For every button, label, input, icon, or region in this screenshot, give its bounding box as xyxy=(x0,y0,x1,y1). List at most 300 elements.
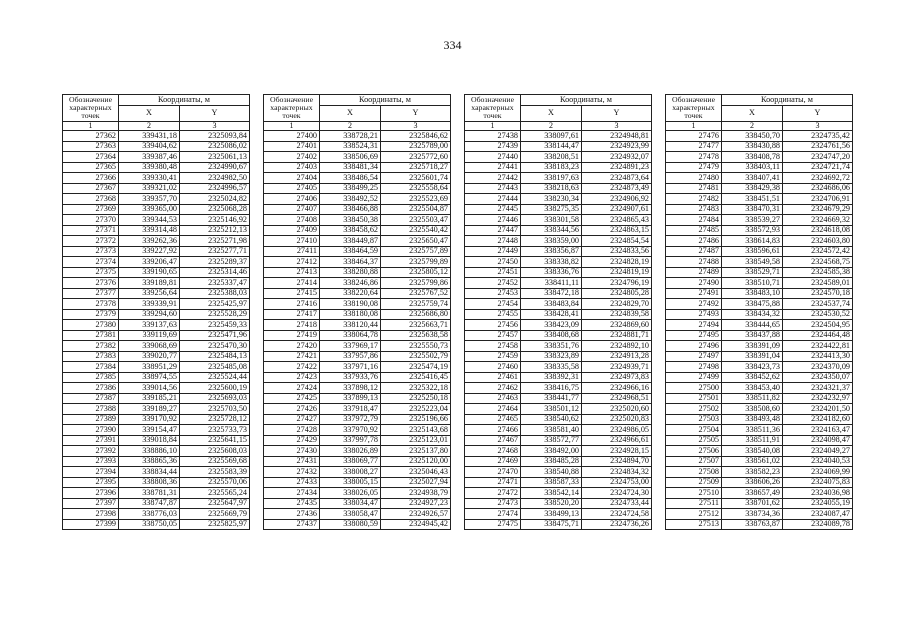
table-row xyxy=(666,215,853,226)
point-id-cell: 27456 xyxy=(465,320,521,331)
point-id-cell: 27450 xyxy=(465,257,521,268)
point-id-cell: 27363 xyxy=(63,141,119,152)
point-id-cell: 27378 xyxy=(63,299,119,310)
x-coordinate-cell: 339262,36 xyxy=(119,236,180,247)
header-x: X xyxy=(320,106,381,122)
point-id-cell: 27499 xyxy=(666,372,722,383)
x-coordinate-cell: 338734,36 xyxy=(722,509,783,520)
y-coordinate-cell: 2324089,78 xyxy=(783,519,853,530)
y-coordinate-cell: 2325528,29 xyxy=(180,309,250,320)
y-coordinate-cell: 2325470,30 xyxy=(180,341,250,352)
table-row xyxy=(465,141,652,152)
y-coordinate-cell: 2325647,97 xyxy=(180,498,250,509)
table-row xyxy=(465,519,652,530)
point-id-cell: 27473 xyxy=(465,498,521,509)
table-row xyxy=(666,456,853,467)
x-coordinate-cell: 338483,84 xyxy=(521,299,582,310)
x-coordinate-cell: 338466,88 xyxy=(320,204,381,215)
table-row xyxy=(666,194,853,205)
x-coordinate-cell: 338561,02 xyxy=(722,456,783,467)
x-coordinate-cell: 338886,10 xyxy=(119,446,180,457)
x-coordinate-cell: 338808,36 xyxy=(119,477,180,488)
x-coordinate-cell: 338572,77 xyxy=(521,435,582,446)
point-id-cell: 27507 xyxy=(666,456,722,467)
y-coordinate-cell: 2325540,42 xyxy=(381,225,451,236)
x-coordinate-cell: 338197,63 xyxy=(521,173,582,184)
x-coordinate-cell: 338026,89 xyxy=(320,446,381,457)
x-coordinate-cell: 338750,05 xyxy=(119,519,180,530)
x-coordinate-cell: 339227,92 xyxy=(119,246,180,257)
x-coordinate-cell: 338492,00 xyxy=(521,446,582,457)
y-coordinate-cell: 2325093,84 xyxy=(180,131,250,142)
table-row xyxy=(666,509,853,520)
table-row xyxy=(63,519,250,530)
x-coordinate-cell: 338511,36 xyxy=(722,425,783,436)
table-row xyxy=(465,257,652,268)
y-coordinate-cell: 2324973,83 xyxy=(582,372,652,383)
table-row xyxy=(63,194,250,205)
point-id-cell: 27435 xyxy=(264,498,320,509)
y-coordinate-cell: 2325650,47 xyxy=(381,236,451,247)
point-id-cell: 27464 xyxy=(465,404,521,415)
table-row xyxy=(63,498,250,509)
table-row xyxy=(264,152,451,163)
header-col-number-1: 1 xyxy=(666,122,722,131)
y-coordinate-cell: 2324873,64 xyxy=(582,173,652,184)
point-id-cell: 27416 xyxy=(264,299,320,310)
y-coordinate-cell: 2324939,71 xyxy=(582,362,652,373)
point-id-cell: 27505 xyxy=(666,435,722,446)
point-id-cell: 27394 xyxy=(63,467,119,478)
y-coordinate-cell: 2324736,26 xyxy=(582,519,652,530)
header-point-designation: Обозначение характерных точек xyxy=(264,95,320,122)
x-coordinate-cell: 338581,40 xyxy=(521,425,582,436)
x-coordinate-cell: 339344,53 xyxy=(119,215,180,226)
y-coordinate-cell: 2325471,96 xyxy=(180,330,250,341)
coordinates-table-4 xyxy=(665,94,853,530)
y-coordinate-cell: 2324733,44 xyxy=(582,498,652,509)
x-coordinate-cell: 339020,77 xyxy=(119,351,180,362)
y-coordinate-cell: 2325728,12 xyxy=(180,414,250,425)
header-col-number-1: 1 xyxy=(465,122,521,131)
y-coordinate-cell: 2324692,72 xyxy=(783,173,853,184)
point-id-cell: 27470 xyxy=(465,467,521,478)
y-coordinate-cell: 2324986,05 xyxy=(582,425,652,436)
x-coordinate-cell: 337899,13 xyxy=(320,393,381,404)
y-coordinate-cell: 2324724,30 xyxy=(582,488,652,499)
y-coordinate-cell: 2325703,50 xyxy=(180,404,250,415)
y-coordinate-cell: 2325289,37 xyxy=(180,257,250,268)
x-coordinate-cell: 338441,77 xyxy=(521,393,582,404)
point-id-cell: 27497 xyxy=(666,351,722,362)
point-id-cell: 27377 xyxy=(63,288,119,299)
point-id-cell: 27458 xyxy=(465,341,521,352)
table-row xyxy=(666,341,853,352)
x-coordinate-cell: 338781,31 xyxy=(119,488,180,499)
header-coordinates: Координаты, м xyxy=(521,95,652,106)
table-row xyxy=(465,446,652,457)
point-id-cell: 27449 xyxy=(465,246,521,257)
table-row xyxy=(264,509,451,520)
table-row xyxy=(63,288,250,299)
x-coordinate-cell: 338359,00 xyxy=(521,236,582,247)
x-coordinate-cell: 338520,20 xyxy=(521,498,582,509)
point-id-cell: 27448 xyxy=(465,236,521,247)
table-row xyxy=(465,425,652,436)
y-coordinate-cell: 2324796,19 xyxy=(582,278,652,289)
x-coordinate-cell: 339206,47 xyxy=(119,257,180,268)
y-coordinate-cell: 2325322,18 xyxy=(381,383,451,394)
x-coordinate-cell: 338540,88 xyxy=(521,467,582,478)
table-row xyxy=(666,467,853,478)
x-coordinate-cell: 338475,88 xyxy=(722,299,783,310)
y-coordinate-cell: 2325523,69 xyxy=(381,194,451,205)
point-id-cell: 27479 xyxy=(666,162,722,173)
y-coordinate-cell: 2324098,47 xyxy=(783,435,853,446)
x-coordinate-cell: 338450,70 xyxy=(722,131,783,142)
y-coordinate-cell: 2324721,74 xyxy=(783,162,853,173)
table-row xyxy=(264,162,451,173)
page-number: 334 xyxy=(443,38,462,52)
point-id-cell: 27388 xyxy=(63,404,119,415)
table-row xyxy=(63,236,250,247)
header-point-designation: Обозначение характерных точек xyxy=(465,95,521,122)
y-coordinate-cell: 2324966,16 xyxy=(582,383,652,394)
point-id-cell: 27486 xyxy=(666,236,722,247)
y-coordinate-cell: 2324828,19 xyxy=(582,257,652,268)
table-row xyxy=(63,393,250,404)
x-coordinate-cell: 338499,25 xyxy=(320,183,381,194)
x-coordinate-cell: 338582,23 xyxy=(722,467,783,478)
point-id-cell: 27384 xyxy=(63,362,119,373)
point-id-cell: 27380 xyxy=(63,320,119,331)
table-row xyxy=(465,204,652,215)
point-id-cell: 27434 xyxy=(264,488,320,499)
header-col-number-2: 2 xyxy=(320,122,381,131)
table-row xyxy=(465,488,652,499)
header-col-number-2: 2 xyxy=(521,122,582,131)
x-coordinate-cell: 338470,31 xyxy=(722,204,783,215)
y-coordinate-cell: 2325337,47 xyxy=(180,278,250,289)
y-coordinate-cell: 2324892,10 xyxy=(582,341,652,352)
x-coordinate-cell: 338539,27 xyxy=(722,215,783,226)
x-coordinate-cell: 337969,17 xyxy=(320,341,381,352)
y-coordinate-cell: 2325558,64 xyxy=(381,183,451,194)
table-row xyxy=(264,372,451,383)
table-row xyxy=(666,141,853,152)
table-row xyxy=(264,183,451,194)
point-id-cell: 27492 xyxy=(666,299,722,310)
point-id-cell: 27393 xyxy=(63,456,119,467)
header-col-number-1: 1 xyxy=(63,122,119,131)
y-coordinate-cell: 2324603,80 xyxy=(783,236,853,247)
x-coordinate-cell: 338430,88 xyxy=(722,141,783,152)
point-id-cell: 27419 xyxy=(264,330,320,341)
point-id-cell: 27375 xyxy=(63,267,119,278)
x-coordinate-cell: 338834,44 xyxy=(119,467,180,478)
x-coordinate-cell: 338323,89 xyxy=(521,351,582,362)
x-coordinate-cell: 338472,18 xyxy=(521,288,582,299)
y-coordinate-cell: 2325767,52 xyxy=(381,288,451,299)
header-col-number-3: 3 xyxy=(180,122,250,131)
x-coordinate-cell: 338428,41 xyxy=(521,309,582,320)
point-id-cell: 27443 xyxy=(465,183,521,194)
x-coordinate-cell: 337970,92 xyxy=(320,425,381,436)
table-row xyxy=(666,519,853,530)
table-row xyxy=(264,236,451,247)
x-coordinate-cell: 338974,55 xyxy=(119,372,180,383)
header-col-number-2: 2 xyxy=(722,122,783,131)
table-row xyxy=(666,257,853,268)
x-coordinate-cell: 337957,86 xyxy=(320,351,381,362)
point-id-cell: 27362 xyxy=(63,131,119,142)
table-row xyxy=(264,383,451,394)
x-coordinate-cell: 337898,12 xyxy=(320,383,381,394)
y-coordinate-cell: 2324833,56 xyxy=(582,246,652,257)
y-coordinate-cell: 2325789,00 xyxy=(381,141,451,152)
x-coordinate-cell: 338408,78 xyxy=(722,152,783,163)
x-coordinate-cell: 338336,76 xyxy=(521,267,582,278)
header-col-number-1: 1 xyxy=(264,122,320,131)
y-coordinate-cell: 2324087,47 xyxy=(783,509,853,520)
table-row xyxy=(264,309,451,320)
x-coordinate-cell: 338549,58 xyxy=(722,257,783,268)
table-row xyxy=(63,383,250,394)
table-row xyxy=(465,278,652,289)
x-coordinate-cell: 338429,38 xyxy=(722,183,783,194)
y-coordinate-cell: 2324413,30 xyxy=(783,351,853,362)
table-row xyxy=(264,456,451,467)
point-id-cell: 27478 xyxy=(666,152,722,163)
table-row xyxy=(63,141,250,152)
table-row xyxy=(264,404,451,415)
y-coordinate-cell: 2324753,00 xyxy=(582,477,652,488)
point-id-cell: 27457 xyxy=(465,330,521,341)
x-coordinate-cell: 338485,28 xyxy=(521,456,582,467)
x-coordinate-cell: 338506,69 xyxy=(320,152,381,163)
table-row xyxy=(63,183,250,194)
x-coordinate-cell: 338542,14 xyxy=(521,488,582,499)
header-x: X xyxy=(521,106,582,122)
y-coordinate-cell: 2325570,06 xyxy=(180,477,250,488)
point-id-cell: 27431 xyxy=(264,456,320,467)
x-coordinate-cell: 338392,31 xyxy=(521,372,582,383)
x-coordinate-cell: 339321,02 xyxy=(119,183,180,194)
table-row xyxy=(465,341,652,352)
point-id-cell: 27369 xyxy=(63,204,119,215)
point-id-cell: 27509 xyxy=(666,477,722,488)
point-id-cell: 27442 xyxy=(465,173,521,184)
table-row xyxy=(465,183,652,194)
y-coordinate-cell: 2325608,03 xyxy=(180,446,250,457)
point-id-cell: 27398 xyxy=(63,509,119,520)
point-id-cell: 27365 xyxy=(63,162,119,173)
point-id-cell: 27367 xyxy=(63,183,119,194)
y-coordinate-cell: 2325086,02 xyxy=(180,141,250,152)
y-coordinate-cell: 2325772,60 xyxy=(381,152,451,163)
table-row xyxy=(264,477,451,488)
x-coordinate-cell: 338464,59 xyxy=(320,246,381,257)
y-coordinate-cell: 2325641,15 xyxy=(180,435,250,446)
table-row xyxy=(264,330,451,341)
table-row xyxy=(465,162,652,173)
point-id-cell: 27440 xyxy=(465,152,521,163)
point-id-cell: 27480 xyxy=(666,173,722,184)
point-id-cell: 27495 xyxy=(666,330,722,341)
x-coordinate-cell: 339119,69 xyxy=(119,330,180,341)
table-row xyxy=(63,330,250,341)
y-coordinate-cell: 2324907,61 xyxy=(582,204,652,215)
point-id-cell: 27475 xyxy=(465,519,521,530)
y-coordinate-cell: 2324163,47 xyxy=(783,425,853,436)
point-id-cell: 27423 xyxy=(264,372,320,383)
x-coordinate-cell: 339330,41 xyxy=(119,173,180,184)
header-y: Y xyxy=(180,106,250,122)
x-coordinate-cell: 338416,75 xyxy=(521,383,582,394)
table-row xyxy=(666,267,853,278)
point-id-cell: 27405 xyxy=(264,183,320,194)
point-id-cell: 27503 xyxy=(666,414,722,425)
y-coordinate-cell: 2325759,74 xyxy=(381,299,451,310)
y-coordinate-cell: 2324530,52 xyxy=(783,309,853,320)
point-id-cell: 27426 xyxy=(264,404,320,415)
table-row xyxy=(63,173,250,184)
x-coordinate-cell: 338434,32 xyxy=(722,309,783,320)
point-id-cell: 27444 xyxy=(465,194,521,205)
point-id-cell: 27447 xyxy=(465,225,521,236)
y-coordinate-cell: 2325123,01 xyxy=(381,435,451,446)
table-row xyxy=(666,435,853,446)
header-x: X xyxy=(119,106,180,122)
header-y: Y xyxy=(381,106,451,122)
table-row xyxy=(465,225,652,236)
table-row xyxy=(666,477,853,488)
y-coordinate-cell: 2324928,15 xyxy=(582,446,652,457)
table-row xyxy=(264,414,451,425)
y-coordinate-cell: 2325550,73 xyxy=(381,341,451,352)
x-coordinate-cell: 338026,05 xyxy=(320,488,381,499)
y-coordinate-cell: 2324585,38 xyxy=(783,267,853,278)
y-coordinate-cell: 2324982,50 xyxy=(180,173,250,184)
table-row xyxy=(666,204,853,215)
x-coordinate-cell: 339190,65 xyxy=(119,267,180,278)
table-row xyxy=(63,299,250,310)
y-coordinate-cell: 2324805,28 xyxy=(582,288,652,299)
point-id-cell: 27510 xyxy=(666,488,722,499)
y-coordinate-cell: 2324913,28 xyxy=(582,351,652,362)
x-coordinate-cell: 338391,09 xyxy=(722,341,783,352)
point-id-cell: 27494 xyxy=(666,320,722,331)
x-coordinate-cell: 338524,31 xyxy=(320,141,381,152)
table-row xyxy=(63,257,250,268)
x-coordinate-cell: 338511,82 xyxy=(722,393,783,404)
x-coordinate-cell: 338220,64 xyxy=(320,288,381,299)
x-coordinate-cell: 338701,62 xyxy=(722,498,783,509)
x-coordinate-cell: 338458,62 xyxy=(320,225,381,236)
y-coordinate-cell: 2324735,42 xyxy=(783,131,853,142)
y-coordinate-cell: 2324926,57 xyxy=(381,509,451,520)
point-id-cell: 27396 xyxy=(63,488,119,499)
table-row xyxy=(666,288,853,299)
point-id-cell: 27395 xyxy=(63,477,119,488)
table-row xyxy=(465,320,652,331)
point-id-cell: 27404 xyxy=(264,173,320,184)
x-coordinate-cell: 338540,08 xyxy=(722,446,783,457)
table-row xyxy=(63,204,250,215)
table-row xyxy=(465,351,652,362)
y-coordinate-cell: 2325137,80 xyxy=(381,446,451,457)
point-id-cell: 27462 xyxy=(465,383,521,394)
table-row xyxy=(264,215,451,226)
x-coordinate-cell: 338499,13 xyxy=(521,509,582,520)
x-coordinate-cell: 338614,83 xyxy=(722,236,783,247)
table-row xyxy=(465,330,652,341)
y-coordinate-cell: 2325277,71 xyxy=(180,246,250,257)
y-coordinate-cell: 2325250,18 xyxy=(381,393,451,404)
x-coordinate-cell: 338423,09 xyxy=(521,320,582,331)
point-id-cell: 27445 xyxy=(465,204,521,215)
x-coordinate-cell: 338481,34 xyxy=(320,162,381,173)
x-coordinate-cell: 338475,71 xyxy=(521,519,582,530)
x-coordinate-cell: 338344,56 xyxy=(521,225,582,236)
y-coordinate-cell: 2324669,32 xyxy=(783,215,853,226)
table-row xyxy=(465,362,652,373)
x-coordinate-cell: 338529,71 xyxy=(722,267,783,278)
y-coordinate-cell: 2324504,95 xyxy=(783,320,853,331)
table-row xyxy=(666,446,853,457)
table-row xyxy=(63,320,250,331)
y-coordinate-cell: 2325046,43 xyxy=(381,467,451,478)
y-coordinate-cell: 2324865,43 xyxy=(582,215,652,226)
point-id-cell: 27500 xyxy=(666,383,722,394)
x-coordinate-cell: 338486,54 xyxy=(320,173,381,184)
coordinates-table-3 xyxy=(464,94,652,530)
coordinates-table-2 xyxy=(263,94,451,530)
point-id-cell: 27467 xyxy=(465,435,521,446)
point-id-cell: 27452 xyxy=(465,278,521,289)
point-id-cell: 27379 xyxy=(63,309,119,320)
point-id-cell: 27502 xyxy=(666,404,722,415)
point-id-cell: 27504 xyxy=(666,425,722,436)
y-coordinate-cell: 2325600,19 xyxy=(180,383,250,394)
x-coordinate-cell: 339018,84 xyxy=(119,435,180,446)
point-id-cell: 27437 xyxy=(264,519,320,530)
header-col-number-3: 3 xyxy=(381,122,451,131)
x-coordinate-cell: 339014,56 xyxy=(119,383,180,394)
table-row xyxy=(264,467,451,478)
point-id-cell: 27401 xyxy=(264,141,320,152)
y-coordinate-cell: 2325569,68 xyxy=(180,456,250,467)
point-id-cell: 27425 xyxy=(264,393,320,404)
table-row xyxy=(666,351,853,362)
x-coordinate-cell: 339189,27 xyxy=(119,404,180,415)
y-coordinate-cell: 2325485,08 xyxy=(180,362,250,373)
x-coordinate-cell: 338180,08 xyxy=(320,309,381,320)
x-coordinate-cell: 338069,77 xyxy=(320,456,381,467)
x-coordinate-cell: 338776,03 xyxy=(119,509,180,520)
point-id-cell: 27490 xyxy=(666,278,722,289)
x-coordinate-cell: 338453,40 xyxy=(722,383,783,394)
table-row xyxy=(465,288,652,299)
y-coordinate-cell: 2324568,75 xyxy=(783,257,853,268)
y-coordinate-cell: 2324834,32 xyxy=(582,467,652,478)
table-row xyxy=(666,183,853,194)
table-row xyxy=(63,278,250,289)
y-coordinate-cell: 2325425,97 xyxy=(180,299,250,310)
point-id-cell: 27433 xyxy=(264,477,320,488)
table-row xyxy=(666,404,853,415)
table-row xyxy=(63,446,250,457)
